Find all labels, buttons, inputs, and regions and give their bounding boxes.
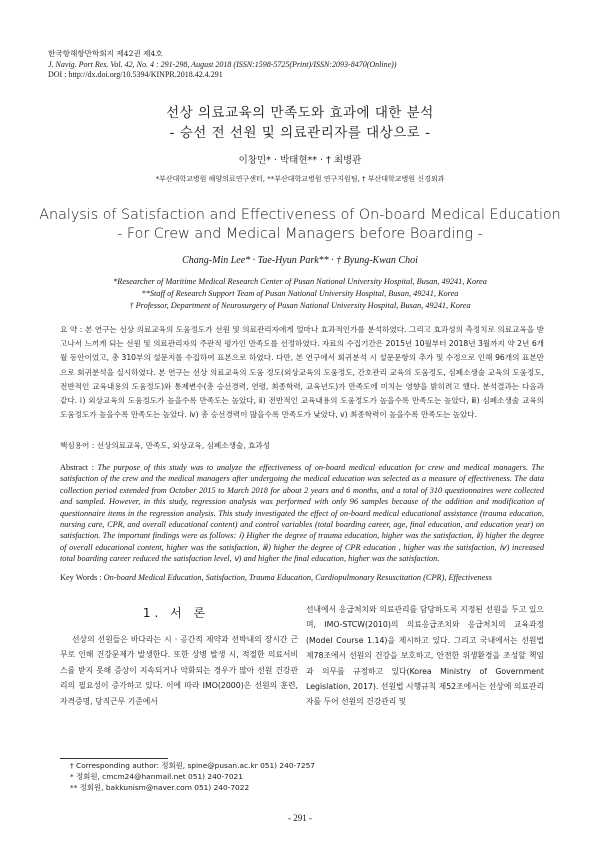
authors-ko: 이창민* · 박태현** · † 최병관	[238, 155, 362, 166]
keywords-en	[60, 573, 544, 582]
journal-name-ko: 한국항해항만학회지 제42권 제4호	[48, 49, 163, 58]
title-ko-line2: - 승선 전 선원 및 의료관리자를 대상으로 -	[169, 125, 431, 141]
affiliation-en-3: † Professor, Department of Neurosurgery of Pusan National University Hospital, Busan, 49241, Korea	[129, 301, 471, 310]
abstract-en-text: The purpose of this study was to analyze the effectiveness of on-board medical education for crew and medical managers. The satisfaction of the crew and the medical managers after undergoing the medical education was selected as a measure of effectiveness. The data collection period extended from October 2015 to March 2018 for about 2 years and 6 months, and a total of 310 questionnaires were collected and sampled. However, in this study, regression analysis was performed with only 96 samples because of the addition and modification of questionnaire items in the regression analysis. This study investigated the effect of on-board medical educational assistance (trauma education, nursing care, CPR, and overall educational content) and control variables (total boarding career, age, final education, and education year) on satisfaction. The important findings were as follows: ⅰ) Higher the degree of trauma education, higher was the satisfaction, ⅱ) higher the degree of overall educational content, higher was the satisfaction, ⅲ) higher the degree of CPR education , higher was the satisfaction, ⅳ) increased total boarding career reduced the satisfaction level, ⅴ) and higher the final education, higher was the satisfaction.	[60, 463, 544, 564]
doi-link[interactable]: DOI : http://dx.doi.org/10.5394/KINPR.2018.42.4.291	[48, 70, 223, 79]
column-right	[306, 602, 544, 710]
title-ko-line1: 선상 의료교육의 만족도와 효과에 대한 분석	[166, 105, 434, 121]
abstract-ko-text: 본 연구는 선상 의료교육의 도움정도가 선원 및 의료관리자에게 얼마나 효과적인가를 분석하였다. 그리고 효과성의 측정치로 의료교육을 받고나서 느끼게 되는 선원 및 의료관리자의 주관적 평가인 만족도를 선정하였다. 자료의 수집기간은 2015년 10월부터 2018년 3월까지 약 2년 6개월 동안이었고, 총 310부의 설문지를 수집하여 표본으로 하였다. 다만, 본 연구에서 회귀분석 시 설문문항의 추가 및 수정으로 인해 96개의 표본만으로 회귀분석을 실시하였다. 본 연구는 선상 의료교육의 도움 정도(외상교육의 도움정도, 간호관리 교육의 도움정도, 심폐소생술 교육의 도움정도, 전반적인 교육내용의 도움정도)와 통제변수(총 승선경력, 연령, 최종학력, 교육년도)가 만족도에 미치는 영향을 밝히려고 했다. 분석결과는 다음과 같다. ⅰ) 외상교육의 도움정도가 높을수록 만족도는 높았다, ⅱ) 전반적인 교육내용의 도움정도가 높을수록 만족도는 높았다, ⅲ) 심폐소생술 교육의 도움정도가 높을수록 만족도는 높았다. ⅳ) 총 승선경력이 많을수록 만족도가 낮았다, ⅴ) 최종학력이 높을수록 만족도는 높았다.	[60, 325, 544, 420]
abstract-en	[60, 462, 544, 565]
column-left	[60, 632, 298, 709]
affiliation-en-2: **Staff of Research Support Team of Pusan National University Hospital, Busan, 49241, Korea	[141, 289, 459, 298]
footnote-rule	[60, 758, 168, 759]
journal-citation: J. Navig. Port Res. Vol. 42, No. 4 : 291-298, August 2018 (ISSN:1598-5725(Print)/ISSN:2093-8470(Online))	[48, 59, 397, 69]
footnote-corresponding: † Corresponding author: 정회원, spine@pusan.ac.kr 051) 240-7257	[70, 761, 315, 770]
abstract-ko	[60, 323, 544, 422]
journal-header	[48, 49, 396, 81]
keywords-en-text: On-board Medical Education, Satisfaction, Trauma Education, Cardiopulmonary Resuscitation (CPR), Effectiveness	[103, 573, 492, 582]
authors-en: Chang-Min Lee* · Tae-Hyun Park** · † Byung-Kwan Choi	[182, 255, 418, 266]
title-en-line1: Analysis of Satisfaction and Effectiveness of On-board Medical Education	[39, 207, 561, 223]
section-title: 1. 서 론	[142, 606, 210, 620]
abstract-ko-label: 요 약 :	[60, 325, 85, 334]
affiliations-en	[0, 276, 600, 312]
abstract-en-label: Abstract :	[60, 463, 98, 472]
page-number: - 291 -	[288, 813, 312, 823]
affiliations-ko: *부산대학교병원 해양의료연구센터, **부산대학교병원 연구지원팀, † 부산대학교병원 신경외과	[155, 175, 445, 183]
footnote-2: ** 정회원, bakkunism@naver.com 051) 240-7022	[70, 782, 250, 792]
keywords-ko: 핵심용어 : 선상의료교육, 만족도, 외상교육, 심폐소생술, 효과성	[60, 441, 271, 450]
intro-paragraph-left: 선상의 선원들은 바다라는 시 · 공간적 제약과 선박내의 장시간 근무로 인해 건강문제가 발생한다. 또한 상병 발생 시, 적절한 의료서비스를 받지 못해 증상이 지속되거나 악화되는 경우가 많아 선원 건강관리의 필요성이 증가하고 있다. 이에 따라 IMO(2000)은 선원의 훈련, 자격증명, 당직근무 기준에서	[60, 635, 298, 706]
affiliation-en-1: *Researcher of Maritime Medical Research Center of Pusan National University Hospital, Busan, 49241, Korea	[113, 277, 487, 286]
footnote-1: * 정회원, cmcm24@hanmail.net 051) 240-7021	[70, 771, 243, 781]
keywords-en-label: Key Words :	[60, 573, 104, 582]
footnotes	[70, 761, 315, 793]
title-en-line2: - For Crew and Medical Managers before Boarding -	[117, 226, 483, 242]
intro-paragraph-right: 선내에서 응급처치와 의료관리를 담당하도록 지정된 선원을 두고 있으며, IMO-STCW(2010)의 의료응급조치와 응급처치의 교육과정(Model Course 1.14)을 제시하고 있다. 그리고 국내에서는 선원법 제78조에서 선원의 건강을 보호하고, 안전한 위생환경을 조성할 책임과 의무를 규정하고 있다(Korea Ministry of Government Legislation, 2017). 선원법 시행규칙 제52조에서는 선상에 의료관리자를 두어 선원의 건강관리 및	[306, 605, 544, 707]
